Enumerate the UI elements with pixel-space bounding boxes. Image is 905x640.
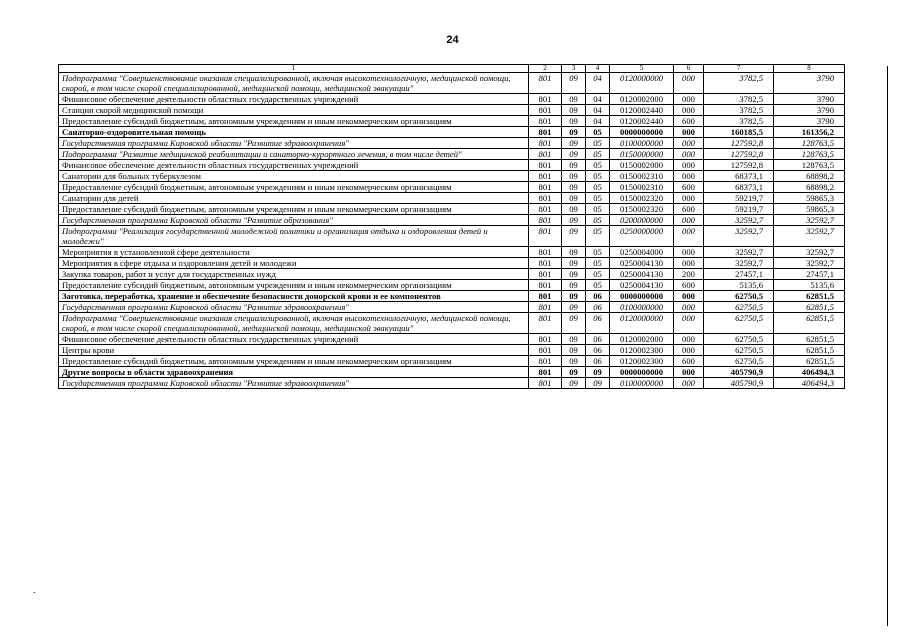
table-row xyxy=(59,193,845,204)
row-name: Предоставление субсидий бюджетным, автономным учреждениям и иным некоммерческим организациям xyxy=(59,116,529,127)
amount-year-1: 405790,9 xyxy=(704,367,774,378)
amount-year-1: 405790,9 xyxy=(704,378,774,389)
expense-type-code: 000 xyxy=(674,73,704,94)
table-row xyxy=(59,334,845,345)
expense-type-code: 000 xyxy=(674,94,704,105)
subsection-code: 05 xyxy=(586,226,610,247)
target-article-code: 0120002300 xyxy=(610,356,674,367)
amount-year-1: 59219,7 xyxy=(704,193,774,204)
ministry-code: 801 xyxy=(529,160,562,171)
section-code: 09 xyxy=(562,94,586,105)
table-row xyxy=(59,160,845,171)
target-article-code: 0250004130 xyxy=(610,258,674,269)
section-code: 09 xyxy=(562,127,586,138)
subsection-code: 05 xyxy=(586,269,610,280)
ministry-code: 801 xyxy=(529,280,562,291)
row-name: Другие вопросы в области здравоохранения xyxy=(59,367,529,378)
table-row xyxy=(59,269,845,280)
amount-year-1: 62750,5 xyxy=(704,356,774,367)
target-article-code: 0250004130 xyxy=(610,280,674,291)
ministry-code: 801 xyxy=(529,127,562,138)
margin-mark: . xyxy=(33,585,36,596)
ministry-code: 801 xyxy=(529,334,562,345)
amount-year-1: 62750,5 xyxy=(704,334,774,345)
target-article-code: 0120002000 xyxy=(610,334,674,345)
target-article-code: 0200000000 xyxy=(610,215,674,226)
target-article-code: 0120000000 xyxy=(610,313,674,334)
section-code: 09 xyxy=(562,204,586,215)
amount-year-2: 406494,3 xyxy=(774,367,845,378)
amount-year-1: 127592,8 xyxy=(704,138,774,149)
row-name: Финансовое обеспечение деятельности областных государственных учреждений xyxy=(59,334,529,345)
expense-type-code: 000 xyxy=(674,193,704,204)
expense-type-code: 000 xyxy=(674,127,704,138)
target-article-code: 0150002320 xyxy=(610,204,674,215)
target-article-code: 0250000000 xyxy=(610,226,674,247)
section-code: 09 xyxy=(562,269,586,280)
amount-year-2: 128763,5 xyxy=(774,138,845,149)
table-row xyxy=(59,149,845,160)
amount-year-1: 3782,5 xyxy=(704,116,774,127)
column-number: 5 xyxy=(610,65,674,73)
target-article-code: 0100000000 xyxy=(610,378,674,389)
expense-type-code: 000 xyxy=(674,160,704,171)
subsection-code: 05 xyxy=(586,215,610,226)
section-code: 09 xyxy=(562,73,586,94)
section-code: 09 xyxy=(562,258,586,269)
subsection-code: 06 xyxy=(586,356,610,367)
target-article-code: 0150002320 xyxy=(610,193,674,204)
row-name: Станции скорой медицинской помощи xyxy=(59,105,529,116)
amount-year-1: 32592,7 xyxy=(704,215,774,226)
subsection-code: 09 xyxy=(586,378,610,389)
table-row xyxy=(59,73,845,94)
amount-year-2: 62851,5 xyxy=(774,345,845,356)
ministry-code: 801 xyxy=(529,116,562,127)
table-row xyxy=(59,345,845,356)
section-code: 09 xyxy=(562,280,586,291)
target-article-code: 0250004000 xyxy=(610,247,674,258)
amount-year-1: 32592,7 xyxy=(704,258,774,269)
expense-type-code: 600 xyxy=(674,116,704,127)
table-row xyxy=(59,313,845,334)
expense-type-code: 000 xyxy=(674,105,704,116)
ministry-code: 801 xyxy=(529,182,562,193)
expense-type-code: 000 xyxy=(674,171,704,182)
amount-year-1: 32592,7 xyxy=(704,247,774,258)
amount-year-2: 3790 xyxy=(774,73,845,94)
subsection-code: 06 xyxy=(586,345,610,356)
expense-type-code: 000 xyxy=(674,345,704,356)
ministry-code: 801 xyxy=(529,73,562,94)
section-code: 09 xyxy=(562,149,586,160)
subsection-code: 04 xyxy=(586,73,610,94)
subsection-code: 05 xyxy=(586,193,610,204)
amount-year-2: 62851,5 xyxy=(774,302,845,313)
subsection-code: 04 xyxy=(586,94,610,105)
target-article-code: 0250004130 xyxy=(610,269,674,280)
amount-year-2: 68898,2 xyxy=(774,171,845,182)
ministry-code: 801 xyxy=(529,171,562,182)
table-row xyxy=(59,215,845,226)
expense-type-code: 000 xyxy=(674,247,704,258)
expense-type-code: 000 xyxy=(674,138,704,149)
row-name: Санатории для детей xyxy=(59,193,529,204)
amount-year-1: 62750,5 xyxy=(704,313,774,334)
target-article-code: 0120002440 xyxy=(610,105,674,116)
table-row xyxy=(59,204,845,215)
subsection-code: 05 xyxy=(586,171,610,182)
target-article-code: 0120002000 xyxy=(610,94,674,105)
ministry-code: 801 xyxy=(529,291,562,302)
subsection-code: 05 xyxy=(586,149,610,160)
section-code: 09 xyxy=(562,356,586,367)
amount-year-1: 32592,7 xyxy=(704,226,774,247)
section-code: 09 xyxy=(562,105,586,116)
table-row xyxy=(59,247,845,258)
expense-type-code: 600 xyxy=(674,204,704,215)
row-name: Предоставление субсидий бюджетным, автономным учреждениям и иным некоммерческим организациям xyxy=(59,204,529,215)
row-name: Мероприятия в сфере отдыха и оздоровления детей и молодежи xyxy=(59,258,529,269)
ministry-code: 801 xyxy=(529,204,562,215)
ministry-code: 801 xyxy=(529,367,562,378)
amount-year-1: 160185,5 xyxy=(704,127,774,138)
amount-year-2: 68898,2 xyxy=(774,182,845,193)
subsection-code: 05 xyxy=(586,182,610,193)
amount-year-2: 3790 xyxy=(774,105,845,116)
expense-type-code: 000 xyxy=(674,378,704,389)
amount-year-2: 406494,3 xyxy=(774,378,845,389)
column-number: 3 xyxy=(562,65,586,73)
table-row xyxy=(59,258,845,269)
amount-year-1: 127592,8 xyxy=(704,149,774,160)
amount-year-2: 5135,6 xyxy=(774,280,845,291)
subsection-code: 06 xyxy=(586,334,610,345)
expense-type-code: 000 xyxy=(674,313,704,334)
subsection-code: 09 xyxy=(586,367,610,378)
ministry-code: 801 xyxy=(529,138,562,149)
table-row xyxy=(59,138,845,149)
amount-year-1: 68373,1 xyxy=(704,182,774,193)
amount-year-1: 68373,1 xyxy=(704,171,774,182)
table-row xyxy=(59,105,845,116)
ministry-code: 801 xyxy=(529,247,562,258)
amount-year-1: 127592,8 xyxy=(704,160,774,171)
subsection-code: 05 xyxy=(586,160,610,171)
section-code: 09 xyxy=(562,247,586,258)
amount-year-2: 27457,1 xyxy=(774,269,845,280)
expense-type-code: 200 xyxy=(674,269,704,280)
amount-year-1: 3782,5 xyxy=(704,94,774,105)
table-body xyxy=(59,65,845,389)
section-code: 09 xyxy=(562,138,586,149)
table-row xyxy=(59,127,845,138)
subsection-code: 05 xyxy=(586,247,610,258)
table-row xyxy=(59,302,845,313)
row-name: Мероприятия в установленной сфере деятельности xyxy=(59,247,529,258)
expense-type-code: 000 xyxy=(674,367,704,378)
row-name: Подпрограмма "Совершенствование оказания специализированной, включая высокотехнологичную, медицинской помощи, скорой, в том числе скорой специализированной, медицинской помощи, медицинской эвакуации" xyxy=(59,73,529,94)
target-article-code: 0000000000 xyxy=(610,367,674,378)
target-article-code: 0150002000 xyxy=(610,160,674,171)
ministry-code: 801 xyxy=(529,313,562,334)
amount-year-1: 62750,5 xyxy=(704,291,774,302)
table-row xyxy=(59,280,845,291)
row-name: Государственная программа Кировской области "Развитие здравоохранения" xyxy=(59,378,529,389)
target-article-code: 0120002440 xyxy=(610,116,674,127)
table-row xyxy=(59,171,845,182)
row-name: Закупка товаров, работ и услуг для государственных нужд xyxy=(59,269,529,280)
section-code: 09 xyxy=(562,345,586,356)
amount-year-2: 62851,5 xyxy=(774,291,845,302)
ministry-code: 801 xyxy=(529,378,562,389)
amount-year-2: 3790 xyxy=(774,94,845,105)
ministry-code: 801 xyxy=(529,356,562,367)
row-name: Подпрограмма "Реализация государственной молодежной политики и организация отдыха и оздоровления детей и молодежи" xyxy=(59,226,529,247)
target-article-code: 0150002310 xyxy=(610,182,674,193)
row-name: Государственная программа Кировской области "Развитие здравоохранения" xyxy=(59,302,529,313)
section-code: 09 xyxy=(562,116,586,127)
amount-year-1: 27457,1 xyxy=(704,269,774,280)
table-row xyxy=(59,226,845,247)
table-row xyxy=(59,291,845,302)
target-article-code: 0100000000 xyxy=(610,302,674,313)
column-number: 2 xyxy=(529,65,562,73)
column-number-row xyxy=(59,65,845,73)
budget-table xyxy=(58,64,845,389)
amount-year-2: 32592,7 xyxy=(774,247,845,258)
amount-year-2: 32592,7 xyxy=(774,226,845,247)
row-name: Государственная программа Кировской области "Развитие здравоохранения" xyxy=(59,138,529,149)
section-code: 09 xyxy=(562,302,586,313)
scan-edge-line xyxy=(887,66,888,626)
column-number: 8 xyxy=(774,65,845,73)
page-number: 24 xyxy=(446,34,459,46)
subsection-code: 06 xyxy=(586,302,610,313)
amount-year-2: 128763,5 xyxy=(774,160,845,171)
amount-year-1: 3782,5 xyxy=(704,73,774,94)
row-name: Предоставление субсидий бюджетным, автономным учреждениям и иным некоммерческим организациям xyxy=(59,280,529,291)
ministry-code: 801 xyxy=(529,258,562,269)
expense-type-code: 000 xyxy=(674,334,704,345)
amount-year-2: 59865,3 xyxy=(774,204,845,215)
row-name: Санатории для больных туберкулезом xyxy=(59,171,529,182)
section-code: 09 xyxy=(562,367,586,378)
amount-year-2: 32592,7 xyxy=(774,258,845,269)
column-number: 1 xyxy=(59,65,529,73)
ministry-code: 801 xyxy=(529,269,562,280)
row-name: Предоставление субсидий бюджетным, автономным учреждениям и иным некоммерческим организациям xyxy=(59,356,529,367)
row-name: Подпрограмма "Совершенствование оказания специализированной, включая высокотехнологичную, медицинской помощи, скорой, в том числе скорой специализированной, медицинской помощи, медицинской эвакуации" xyxy=(59,313,529,334)
section-code: 09 xyxy=(562,182,586,193)
section-code: 09 xyxy=(562,313,586,334)
section-code: 09 xyxy=(562,291,586,302)
ministry-code: 801 xyxy=(529,193,562,204)
amount-year-2: 62851,5 xyxy=(774,313,845,334)
table-row xyxy=(59,356,845,367)
table-row xyxy=(59,116,845,127)
amount-year-2: 3790 xyxy=(774,116,845,127)
section-code: 09 xyxy=(562,378,586,389)
amount-year-2: 128763,5 xyxy=(774,149,845,160)
expense-type-code: 000 xyxy=(674,258,704,269)
subsection-code: 05 xyxy=(586,127,610,138)
expense-type-code: 000 xyxy=(674,302,704,313)
target-article-code: 0100000000 xyxy=(610,138,674,149)
amount-year-2: 32592,7 xyxy=(774,215,845,226)
ministry-code: 801 xyxy=(529,302,562,313)
subsection-code: 06 xyxy=(586,291,610,302)
target-article-code: 0150002310 xyxy=(610,171,674,182)
ministry-code: 801 xyxy=(529,226,562,247)
amount-year-1: 5135,6 xyxy=(704,280,774,291)
column-number: 4 xyxy=(586,65,610,73)
table-row xyxy=(59,182,845,193)
ministry-code: 801 xyxy=(529,105,562,116)
table-row xyxy=(59,367,845,378)
table-row xyxy=(59,94,845,105)
subsection-code: 06 xyxy=(586,313,610,334)
expense-type-code: 000 xyxy=(674,215,704,226)
target-article-code: 0150000000 xyxy=(610,149,674,160)
subsection-code: 05 xyxy=(586,138,610,149)
section-code: 09 xyxy=(562,193,586,204)
row-name: Финансовое обеспечение деятельности областных государственных учреждений xyxy=(59,94,529,105)
column-number: 7 xyxy=(704,65,774,73)
column-number: 6 xyxy=(674,65,704,73)
target-article-code: 0000000000 xyxy=(610,127,674,138)
expense-type-code: 000 xyxy=(674,226,704,247)
row-name: Подпрограмма "Развитие медицинской реабилитации и санаторно-курортного лечения, в том числе детей" xyxy=(59,149,529,160)
amount-year-2: 62851,5 xyxy=(774,356,845,367)
row-name: Санаторно-оздоровительная помощь xyxy=(59,127,529,138)
subsection-code: 05 xyxy=(586,280,610,291)
row-name: Предоставление субсидий бюджетным, автономным учреждениям и иным некоммерческим организациям xyxy=(59,182,529,193)
expense-type-code: 600 xyxy=(674,182,704,193)
amount-year-1: 62750,5 xyxy=(704,302,774,313)
subsection-code: 04 xyxy=(586,105,610,116)
expense-type-code: 000 xyxy=(674,291,704,302)
expense-type-code: 000 xyxy=(674,149,704,160)
row-name: Центры крови xyxy=(59,345,529,356)
table-row xyxy=(59,378,845,389)
section-code: 09 xyxy=(562,171,586,182)
ministry-code: 801 xyxy=(529,215,562,226)
section-code: 09 xyxy=(562,334,586,345)
section-code: 09 xyxy=(562,160,586,171)
target-article-code: 0120002300 xyxy=(610,345,674,356)
amount-year-1: 59219,7 xyxy=(704,204,774,215)
section-code: 09 xyxy=(562,215,586,226)
subsection-code: 04 xyxy=(586,116,610,127)
target-article-code: 0000000000 xyxy=(610,291,674,302)
row-name: Государственная программа Кировской области "Развитие образования" xyxy=(59,215,529,226)
subsection-code: 05 xyxy=(586,204,610,215)
row-name: Заготовка, переработка, хранение и обеспечение безопасности донорской крови и ее компонентов xyxy=(59,291,529,302)
target-article-code: 0120000000 xyxy=(610,73,674,94)
amount-year-1: 3782,5 xyxy=(704,105,774,116)
amount-year-1: 62750,5 xyxy=(704,345,774,356)
expense-type-code: 600 xyxy=(674,280,704,291)
subsection-code: 05 xyxy=(586,258,610,269)
ministry-code: 801 xyxy=(529,345,562,356)
expense-type-code: 600 xyxy=(674,356,704,367)
row-name: Финансовое обеспечение деятельности областных государственных учреждений xyxy=(59,160,529,171)
amount-year-2: 62851,5 xyxy=(774,334,845,345)
amount-year-2: 161356,2 xyxy=(774,127,845,138)
section-code: 09 xyxy=(562,226,586,247)
ministry-code: 801 xyxy=(529,94,562,105)
amount-year-2: 59865,3 xyxy=(774,193,845,204)
ministry-code: 801 xyxy=(529,149,562,160)
